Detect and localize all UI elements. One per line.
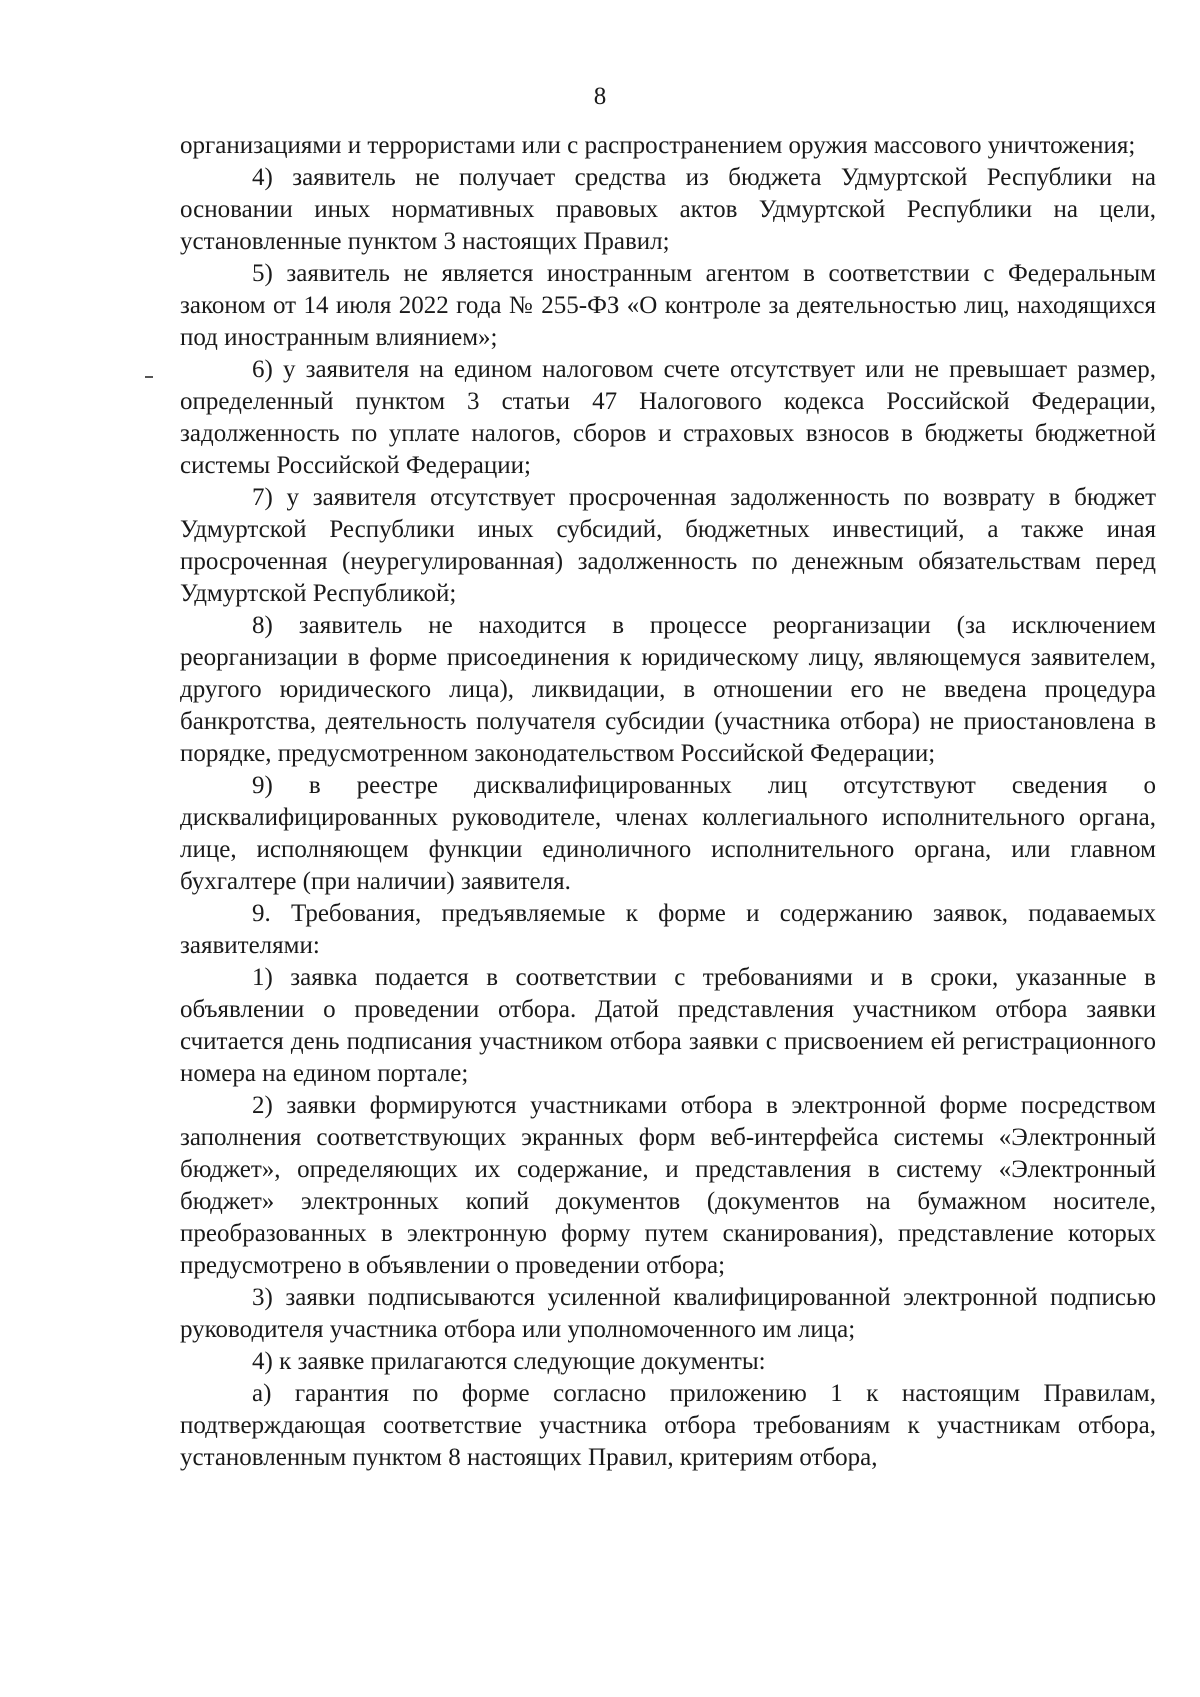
paragraph-subitem-4: 4) к заявке прилагаются следующие документы:	[252, 1348, 766, 1375]
paragraph-item-8: 8) заявитель не находится в процессе реорганизации (за исключением реорганизации в форме присоединения к юридическому лицу, являющемуся заявителем, другого юридического лица), ликвидации, в отношении его не введена процедура банкротства, деятельность получателя субсидии (участника отбора) не приостановлена в порядке, предусмотренном законодательством Российской Федерации;	[180, 612, 1156, 767]
section-9-heading: 9. Требования, предъявляемые к форме и содержанию заявок, подаваемых заявителями:	[180, 900, 1156, 959]
paragraph-item-6: 6) у заявителя на едином налоговом счете отсутствует или не превышает размер, определенный пунктом 3 статьи 47 Налогового кодекса Российской Федерации, задолженность по уплате налогов, сборов и страховых взносов в бюджеты бюджетной системы Российской Федерации;	[180, 356, 1156, 479]
paragraph-item-5: 5) заявитель не является иностранным агентом в соответствии с Федеральным законом от 14 июля 2022 года № 255-ФЗ «О контроле за деятельностью лиц, находящихся под иностранным влиянием»;	[180, 260, 1156, 351]
paragraph-item-9: 9) в реестре дисквалифицированных лиц отсутствуют сведения о дисквалифицированных руководителе, членах коллегиального исполнительного органа, лице, исполняющем функции единоличного исполнительного органа, или главном бухгалтере (при наличии) заявителя.	[180, 772, 1156, 895]
paragraph-subitem-a: а) гарантия по форме согласно приложению 1 к настоящим Правилам, подтверждающая соответствие участника отбора требованиям к участникам отбора, установленным пунктом 8 настоящих Правил, критериям отбора,	[180, 1380, 1156, 1471]
margin-mark	[145, 376, 153, 378]
paragraph-subitem-1: 1) заявка подается в соответствии с требованиями и в сроки, указанные в объявлении о проведении отбора. Датой представления участником отбора заявки считается день подписания участником отбора заявки с присвоением ей регистрационного номера на едином портале;	[180, 964, 1156, 1087]
paragraph-item-7: 7) у заявителя отсутствует просроченная задолженность по возврату в бюджет Удмуртской Республики иных субсидий, бюджетных инвестиций, а также иная просроченная (неурегулированная) задолженность по денежным обязательствам перед Удмуртской Республикой;	[180, 484, 1156, 607]
paragraph-continuation: организациями и террористами или с распространением оружия массового уничтожения;	[180, 132, 1136, 159]
page-number: 8	[593, 83, 607, 110]
paragraph-subitem-2: 2) заявки формируются участниками отбора в электронной форме посредством заполнения соответствующих экранных форм веб-интерфейса системы «Электронный бюджет», определяющих их содержание, и представления в систему «Электронный бюджет» электронных копий документов (документов на бумажном носителе, преобразованных в электронную форму путем сканирования), представление которых предусмотрено в объявлении о проведении отбора;	[180, 1092, 1156, 1279]
paragraph-item-4: 4) заявитель не получает средства из бюджета Удмуртской Республики на основании иных нормативных правовых актов Удмуртской Республики на цели, установленные пунктом 3 настоящих Правил;	[180, 164, 1156, 255]
paragraph-subitem-3: 3) заявки подписываются усиленной квалифицированной электронной подписью руководителя участника отбора или уполномоченного им лица;	[180, 1284, 1156, 1343]
document-body	[180, 130, 1156, 1474]
